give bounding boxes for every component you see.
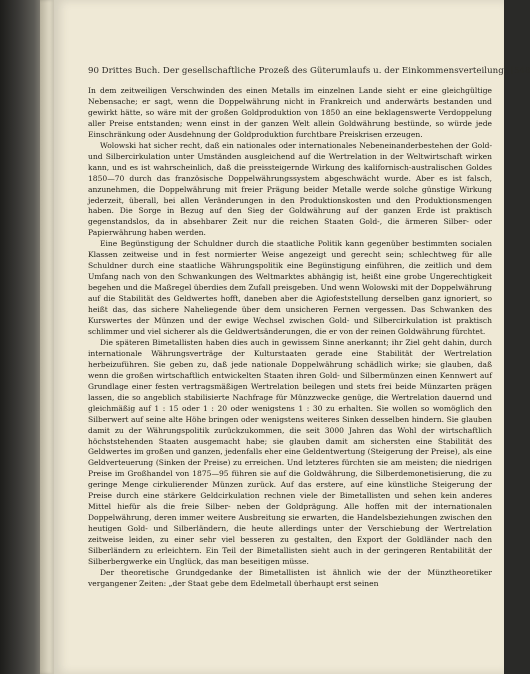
page-gutter: [40, 0, 54, 674]
page-body-text: [88, 86, 492, 590]
header-left: [88, 66, 507, 76]
running-header: [88, 66, 530, 80]
book-spine: [0, 0, 40, 674]
section-mark: [548: [510, 66, 530, 76]
paragraph-3: Eine Begünstigung der Schuldner durch die staatliche Politik kann gegenüber bestimmten socialen Klassen zeitweise und in fest normierter Weise angezeigt und gerecht sein; schlechtweg für alle Schuldner durch eine staatliche Währungspolitik eine Begünstigung einführen, die zeitlich und dem Umfang nach von den Schwankungen des Weltmarktes abhängig ist, heißt eine grobe Ungerechtigkeit begehen und die Maßregel überdies dem Zufall preisgeben. Und wenn Wolowski mit der Doppelwährung auf die Stabilität des Geldwertes hofft, daneben aber die Agiofeststellung derselben ganz ignoriert, so heißt das, das sichere Naheliegende über dem unsicheren Fernen vergessen. Das Schwanken des Kurswertes der Münzen und der ewige Wechsel zwischen Gold- und Silbercirkulation ist praktisch schlimmer und viel sicherer als die Geldwertsänderungen, die er von der reinen Goldwährung fürchtet.: [88, 239, 492, 336]
paragraph-2: Wolowski hat sicher recht, daß ein nationales oder internationales Nebeneinanderbestehen der Gold- und Silbercirkulation unter Umständen ausgleichend auf die Wertrelation in der Weltwirtschaft wirken kann, und es ist wahrscheinlich, daß die preissteigernde Wirkung des kalifornisch-australischen Goldes 1850—70 durch das französische Doppelwährungssystem abgeschwächt wurde. Aber es ist falsch, anzunehmen, die Doppelwährung mit freier Prägung beider Metalle werde solche günstige Wirkung jederzeit, überall, bei allen Veränderungen in den Produktionskosten und den Produktionsmengen haben. Die Sorge in Bezug auf den Sieg der Goldwährung auf der ganzen Erde ist praktisch gegenstandslos, da in absehbarer Zeit nur die reichen Staaten Gold-, die ärmeren Silber- oder Papierwährung haben werden.: [88, 140, 492, 238]
book-page: [54, 0, 530, 674]
paragraph-5: Der theoretische Grundgedanke der Bimetallisten ist ähnlich wie der der Münztheoretiker vergangener Zeiten: „der Staat gebe dem Edelmetall überhaupt erst seinen: [88, 567, 492, 588]
paragraph-4: Die späteren Bimetallisten haben dies auch in gewissem Sinne anerkannt; ihr Ziel geht dahin, durch internationale Währungsverträge der Kulturstaaten gerade eine Stabilität der Wertrelation herbeizuführen. Sie geben zu, daß jede nationale Doppelwährung schädlich wirke; sie glauben, daß wenn die großen wirtschaftlich entwickelten Staaten ihren Gold- und Silbermünzen einen Kennwert auf Grundlage einer festen vertragsmäßigen Wertrelation beilegen und stets frei beide Münzarten prägen lassen, die so angeblich stabilisierte Nachfrage für Münzzwecke genüge, die Wertrelation dauernd und gleichmäßig auf 1 : 15 oder 1 : 20 oder wenigstens 1 : 30 zu erhalten. Sie wollen so womöglich den Silberwert auf seine alte Höhe bringen oder wenigstens weiteres Sinken desselben hindern. Sie glauben damit zu der Währungspolitik zurückzukommen, die seit 3000 Jahren das Wohl der wirtschaftlich höchststehenden Staaten ausgemacht habe; sie glauben damit am sichersten eine Stabilität des Geldwertes im großen und ganzen, jedenfalls eher eine Geldentwertung (Steigerung der Preise), als eine Geldverteuerung (Sinken der Preise) zu erreichen. Und letzteres fürchten sie am meisten; die niedrigen Preise im Großhandel von 1875—95 führen sie auf die Goldwährung, die Silberdemonetisierung, die zu geringe Menge cirkulierender Münzen zurück. Auf das erstere, auf eine künstliche Steigerung der Preise durch eine stärkere Geldcirkulation rechnen viele der Bimetallisten und sehen kein anderes Mittel hiefür als die freie Silber- neben der Goldprägung. Alle hoffen mit der internationalen Doppelwährung, deren immer weitere Ausbreitung sie erwarten, die Handelsbeziehungen zwischen den heutigen Gold- und Silberländern, die heute allerdings unter der Verschiebung der Wertrelation zeitweise leiden, zu einer sehr viel besseren zu gestalten, den Export der Goldländer nach den Silberländern zu erleichtern. Ein Teil der Bimetallisten sieht auch in der geringeren Rentabilität der Silberbergwerke ein Unglück, das man beseitigen müsse.: [88, 337, 492, 566]
running-title: Drittes Buch. Der gesellschaftliche Prozeß des Güterumlaufs u. der Einkommensverteilung.: [101, 66, 507, 76]
page-number: 90: [88, 66, 99, 76]
paragraph-1: In dem zeitweiligen Verschwinden des einen Metalls im einzelnen Lande sieht er eine gleichgültige Nebensache; er sagt, wenn die Doppelwährung nicht in Frankreich und anderwärts bestanden und gewirkt hätte, so wäre mit der großen Goldproduktion von 1850 an eine beklagenswerte Verdoppelung aller Preise entstanden; wenn einst in der ganzen Welt allein Goldwährung bestünde, so würde jede Einschränkung oder Ausdehnung der Goldproduktion furchtbare Preiskrisen erzeugen.: [88, 86, 492, 139]
